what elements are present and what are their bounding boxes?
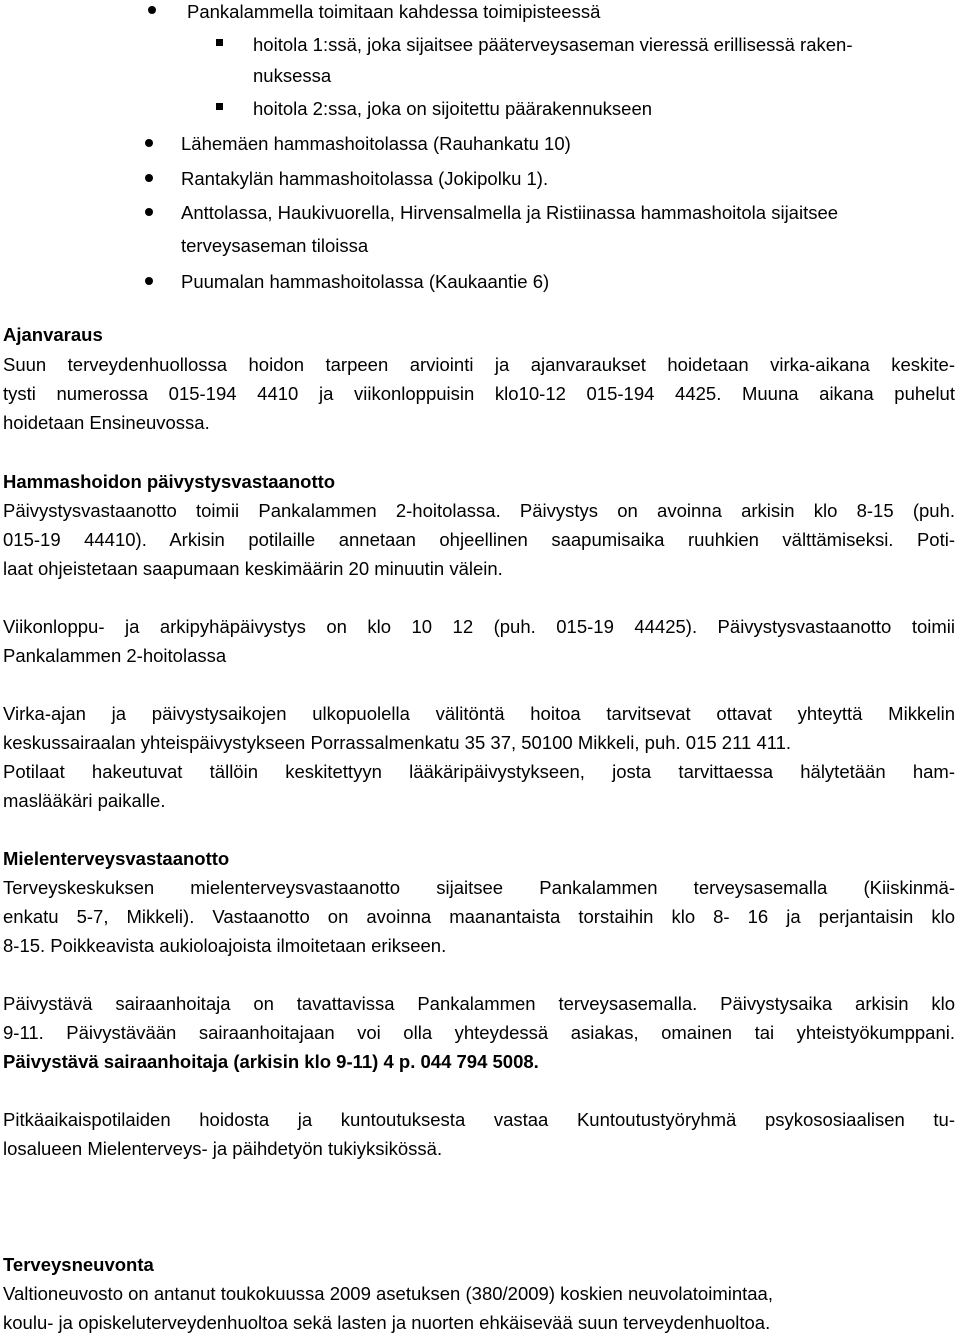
list-subitem-continued: nuksessa: [253, 65, 332, 86]
bullet-square-icon: [216, 103, 223, 110]
list-item: Lähemäen hammashoitolassa (Rauhankatu 10): [181, 133, 571, 154]
paragraph-line: Terveyskeskuksen mielenterveysvastaanotto sijaitsee Pankalammen terveysasemalla (Kiiskinmä-: [3, 877, 955, 898]
paragraph-line: 9-11. Päivystävään sairaanhoitajaan voi olla yhteydessä asiakas, omainen tai yhteistyökumppani.: [3, 1022, 955, 1043]
bullet-dot-icon: [145, 208, 153, 216]
list-subitem: hoitola 2:ssa, joka on sijoitettu päärakennukseen: [253, 98, 653, 119]
paragraph-line: laat ohjeistetaan saapumaan keskimäärin 20 minuutin välein.: [3, 558, 503, 579]
paragraph-line: maslääkäri paikalle.: [3, 790, 166, 811]
paragraph-line: Suun terveydenhuollossa hoidon tarpeen arviointi ja ajanvaraukset hoidetaan virka-aikana keskite-: [3, 354, 955, 375]
bullet-dot-icon: [145, 277, 153, 285]
paragraph-line: 8-15. Poikkeavista aukioloajoista ilmoitetaan erikseen.: [3, 935, 447, 956]
paragraph-line: hoidetaan Ensineuvossa.: [3, 412, 210, 433]
emphasized-contact-line: Päivystävä sairaanhoitaja (arkisin klo 9-11) 4 p. 044 794 5008.: [3, 1051, 539, 1072]
bullet-dot-icon: [148, 6, 156, 14]
bullet-dot-icon: [145, 174, 153, 182]
paragraph-line: Potilaat hakeutuvat tällöin keskitettyyn lääkäripäivystykseen, josta tarvittaessa hälytetään ham-: [3, 761, 955, 782]
paragraph-line: Päivystysvastaanotto toimii Pankalammen 2-hoitolassa. Päivystys on avoinna arkisin klo 8-15 (puh.: [3, 500, 955, 521]
paragraph-line: Valtioneuvosto on antanut toukokuussa 2009 asetuksen (380/2009) koskien neuvolatoimintaa,: [3, 1283, 773, 1304]
paragraph-line: Pitkäaikaispotilaiden hoidosta ja kuntoutuksesta vastaa Kuntoutustyöryhmä psykososiaalisen tu-: [3, 1109, 955, 1130]
paragraph-line: 015-19 44410). Arkisin potilaille annetaan ohjeellinen saapumisaika ruuhkien välttämiseksi. Poti-: [3, 529, 955, 550]
paragraph-line: Viikonloppu- ja arkipyhäpäivystys on klo 10 12 (puh. 015-19 44425). Päivystysvastaanotto toimii: [3, 616, 955, 637]
section-heading-terveysneuvonta: Terveysneuvonta: [3, 1254, 154, 1275]
paragraph-line: Päivystävä sairaanhoitaja on tavattavissa Pankalammen terveysasemalla. Päivystysaika arkisin klo: [3, 993, 955, 1014]
paragraph-line: koulu- ja opiskeluterveydenhuoltoa sekä lasten ja nuorten ehkäisevää suun terveydenhuoltoa.: [3, 1312, 771, 1333]
section-heading-hammashoidon: Hammashoidon päivystysvastaanotto: [3, 471, 336, 492]
paragraph-line: enkatu 5-7, Mikkeli). Vastaanotto on avoinna maanantaista torstaihin klo 8- 16 ja perjantaisin klo: [3, 906, 955, 927]
list-item: Anttolassa, Haukivuorella, Hirvensalmella ja Ristiinassa hammashoitola sijaitsee: [181, 202, 839, 223]
section-heading-mielenterveys: Mielenterveysvastaanotto: [3, 848, 230, 869]
paragraph-line: keskussairaalan yhteispäivystykseen Porrassalmenkatu 35 37, 50100 Mikkeli, puh. 015 211 411.: [3, 732, 792, 753]
list-subitem: hoitola 1:ssä, joka sijaitsee pääterveysaseman vieressä erillisessä raken-: [253, 34, 853, 55]
paragraph-line: Pankalammen 2-hoitolassa: [3, 645, 227, 666]
paragraph-line: Virka-ajan ja päivystysaikojen ulkopuolella välitöntä hoitoa tarvitsevat ottavat yhteyttä Mikkelin: [3, 703, 955, 724]
list-item: Rantakylän hammashoitolassa (Jokipolku 1).: [181, 168, 549, 189]
list-item: Puumalan hammashoitolassa (Kaukaantie 6): [181, 271, 550, 292]
paragraph-line: tysti numerossa 015-194 4410 ja viikonloppuisin klo10-12 015-194 4425. Muuna aikana puhelut: [3, 383, 955, 404]
list-item-continued: terveysaseman tiloissa: [181, 235, 369, 256]
list-item: Pankalammella toimitaan kahdessa toimipisteessä: [187, 1, 601, 22]
bullet-dot-icon: [145, 139, 153, 147]
section-heading-ajanvaraus: Ajanvaraus: [3, 324, 103, 345]
paragraph-line: losalueen Mielenterveys- ja päihdetyön tukiyksikössä.: [3, 1138, 443, 1159]
bullet-square-icon: [216, 39, 223, 46]
